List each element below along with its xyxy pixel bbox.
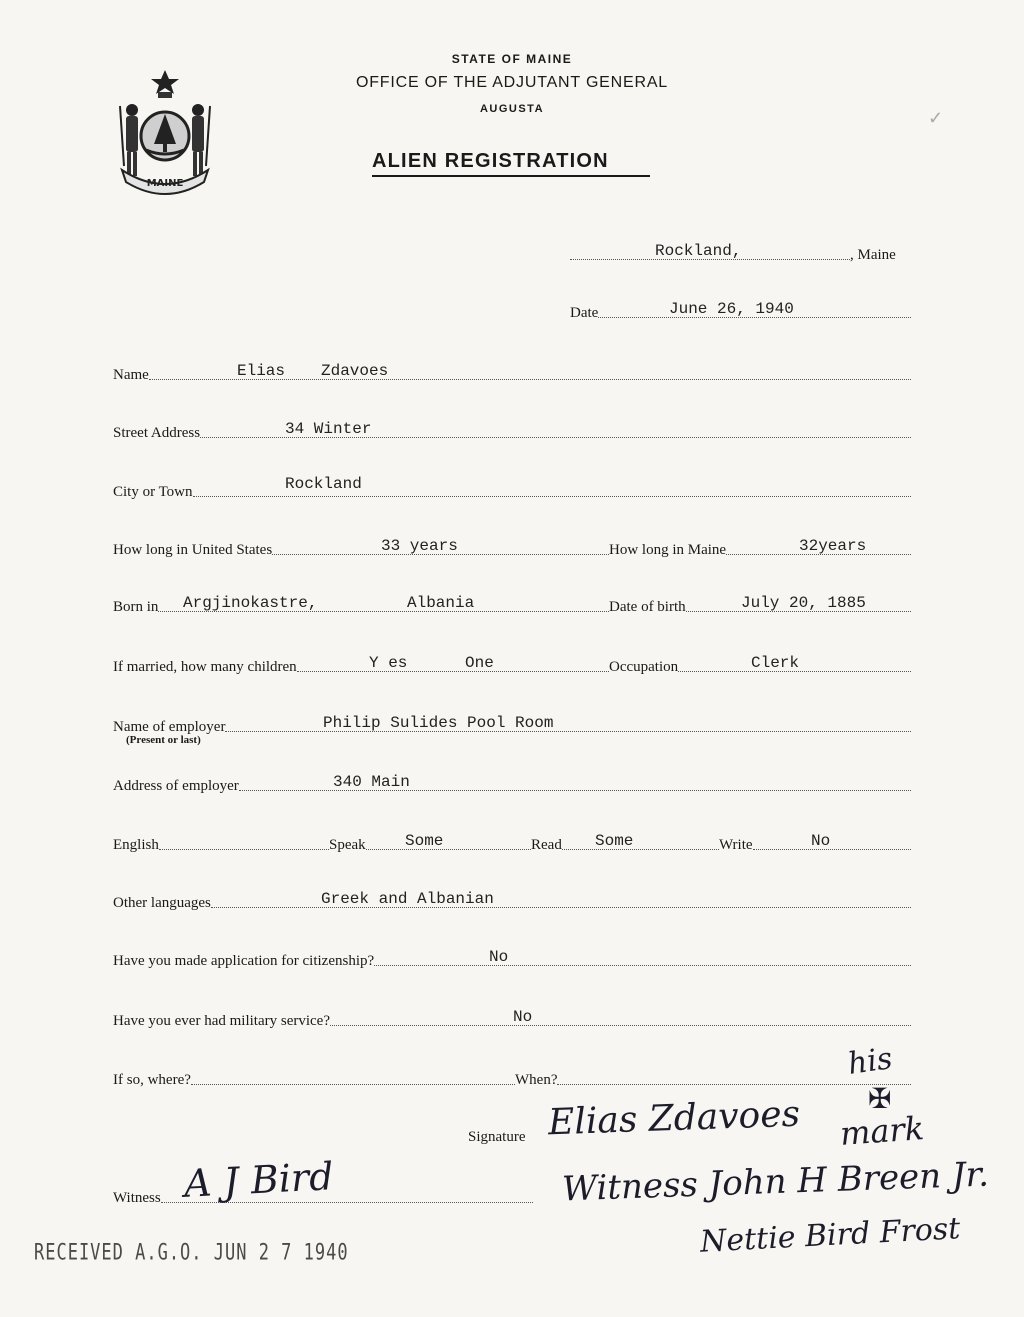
date-value: June 26, 1940 (669, 300, 794, 318)
name-last-value: Zdavoes (321, 362, 389, 380)
birth-row (113, 594, 911, 616)
speak-label: Speak (329, 837, 366, 853)
us-duration-value: 33 years (381, 537, 458, 555)
mark-handwriting: mark (838, 1109, 926, 1153)
state-heading: STATE OF MAINE (451, 52, 573, 66)
street-label: Street Address (113, 425, 201, 441)
service-where-row (113, 1067, 911, 1089)
city-heading: AUGUSTA (479, 103, 545, 115)
received-stamp: RECEIVED A.G.O. JUN 2 7 1940 (34, 1240, 349, 1266)
write-value: No (811, 832, 831, 850)
employer-address-label: Address of employer (113, 778, 239, 794)
name-first-value: Elias (237, 362, 286, 380)
read-value: Some (595, 832, 634, 850)
residence-duration-row (113, 537, 911, 559)
employer-address-value: 340 Main (333, 773, 410, 791)
married-value: Y es (369, 654, 408, 672)
children-count-value: One (465, 654, 494, 672)
military-row (113, 1008, 911, 1030)
military-label: Have you ever had military service? (113, 1013, 330, 1029)
city-label: City or Town (113, 484, 193, 500)
mark-symbol: ✠ (868, 1082, 892, 1115)
form-title: ALIEN REGISTRATION (372, 150, 650, 177)
employer-address-row (113, 773, 911, 795)
applicant-signature: Elias Zdavoes (547, 1093, 801, 1144)
english-label: English (113, 837, 159, 853)
employer-sublabel: (Present or last) (126, 734, 201, 746)
maine-duration-label: How long in Maine (609, 542, 727, 558)
where-label: If so, where? (113, 1072, 191, 1088)
occupation-label: Occupation (609, 659, 679, 675)
signature-label: Signature (468, 1129, 526, 1145)
write-label: Write (719, 837, 753, 853)
seal-banner-text: MAINE (146, 178, 184, 189)
employer-row (113, 714, 911, 736)
citizenship-label: Have you made application for citizenship? (113, 953, 375, 969)
other-languages-label: Other languages (113, 895, 211, 911)
citizenship-row (113, 948, 911, 970)
name-row (113, 362, 911, 384)
place-row (113, 242, 911, 264)
place-value: Rockland, (655, 242, 742, 260)
third-witness-signature: Nettie Bird Frost (699, 1211, 962, 1260)
born-label: Born in (113, 599, 159, 615)
children-label: If married, how many children (113, 659, 297, 675)
check-mark-icon: ✓ (928, 108, 944, 128)
name-label: Name (113, 367, 149, 383)
us-duration-label: How long in United States (113, 542, 273, 558)
city-row (113, 475, 911, 501)
born-town-value: Argjinokastre, (183, 594, 318, 612)
maine-duration-value: 32years (799, 537, 867, 555)
street-row (113, 420, 911, 442)
witness-label: Witness (113, 1190, 161, 1206)
other-languages-row (113, 890, 911, 912)
other-languages-value: Greek and Albanian (321, 890, 494, 908)
read-label: Read (531, 837, 562, 853)
english-row (113, 832, 911, 854)
occupation-value: Clerk (751, 654, 800, 672)
children-occupation-row (113, 654, 911, 676)
citizenship-value: No (489, 948, 509, 966)
city-value: Rockland (285, 475, 362, 493)
employer-value: Philip Sulides Pool Room (323, 714, 554, 732)
dob-label: Date of birth (609, 599, 686, 615)
place-suffix: , Maine (850, 247, 896, 263)
office-heading: OFFICE OF THE ADJUTANT GENERAL (355, 74, 669, 91)
dob-value: July 20, 1885 (741, 594, 866, 612)
employer-label: Name of employer (113, 719, 226, 735)
street-value: 34 Winter (285, 420, 372, 438)
his-handwriting: his (845, 1041, 895, 1082)
born-country-value: Albania (407, 594, 475, 612)
second-witness-signature: Witness John H Breen Jr. (561, 1154, 990, 1210)
date-row (113, 300, 911, 322)
witness-signature: A J Bird (182, 1154, 335, 1206)
military-value: No (513, 1008, 533, 1026)
speak-value: Some (405, 832, 444, 850)
when-label: When? (515, 1072, 558, 1088)
date-label: Date (570, 305, 599, 321)
